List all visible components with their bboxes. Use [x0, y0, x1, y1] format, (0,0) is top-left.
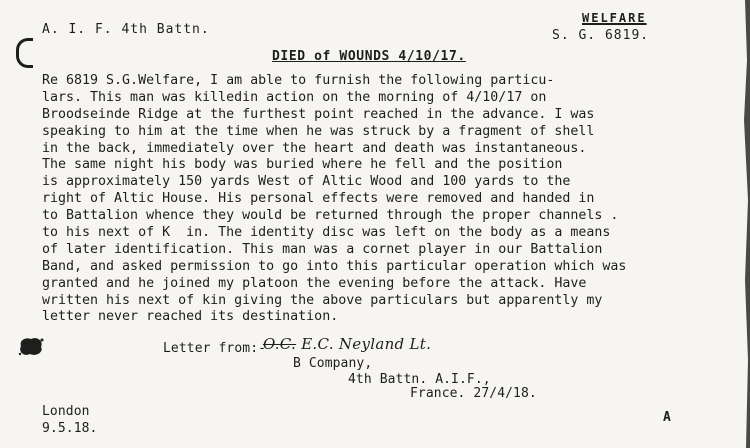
signature [263, 336, 431, 352]
company-line: B Company, [293, 356, 373, 371]
body-line: lars. This man was killedin action on the morning of 4/10/17 on [42, 89, 547, 105]
body-line: Re 6819 S.G.Welfare, I am able to furnish the following particu- [42, 73, 555, 88]
body-line: Broodseinde Ridge at the furthest point reached in the advance. I was [42, 106, 595, 122]
footer-city: London [42, 404, 90, 419]
letter-body [42, 73, 732, 326]
hole-punch-mark [16, 38, 33, 68]
battalion-line: 4th Battn. A.I.F., [348, 372, 491, 387]
scan-edge [736, 0, 750, 448]
service-number: S. G. 6819. [552, 28, 650, 43]
body-line: granted and he joined my platoon the evening before the attack. Have [42, 275, 587, 291]
body-line: to Battalion whence they would be returned through the proper channels . [42, 208, 619, 224]
letter-from-label: Letter from:- [163, 341, 267, 356]
body-line: Band, and asked permission to go into this particular operation which was [42, 258, 627, 274]
body-line: speaking to him at the time when he was struck by a fragment of shell [42, 123, 595, 139]
footer-letter: A [663, 410, 671, 425]
body-line: is approximately 150 yards West of Altic Wood and 100 yards to the [42, 174, 571, 190]
footer-date: 9.5.18. [42, 421, 98, 436]
body-line: to his next of K in. The identity disc was left on the body as a means [42, 225, 611, 241]
soldier-surname: WELFARE [582, 11, 647, 25]
body-line: right of Altic House. His personal effects were removed and handed in [42, 191, 595, 207]
struck-title: O.C. [263, 335, 297, 353]
body-line: written his next of kin giving the above particulars but apparently my [42, 292, 603, 308]
place-date-line: France. 27/4/18. [410, 386, 537, 401]
ink-blot [17, 335, 45, 357]
body-line: of later identification. This man was a cornet player in our Battalion [42, 241, 603, 257]
body-line: letter never reached its destination. [42, 309, 339, 325]
document-title: DIED of WOUNDS 4/10/17. [272, 49, 466, 64]
body-line: The same night his body was buried where he fell and the position [42, 157, 563, 173]
body-line: in the back, immediately over the heart and death was instantaneous. [42, 140, 587, 156]
signatory-name: E.C. Neyland Lt. [301, 335, 432, 353]
unit-heading: A. I. F. 4th Battn. [42, 22, 210, 37]
